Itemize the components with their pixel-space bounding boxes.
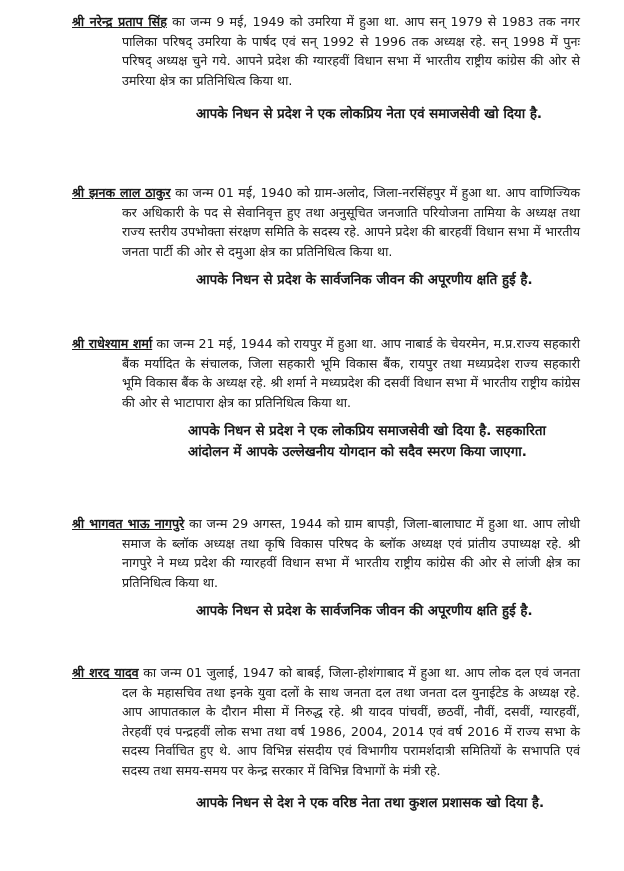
obituary-text: का जन्म 9 मई, 1949 को उमरिया में हुआ था. आप सन् 1979 से 1983 तक नगर पालिका परिषद् उमरिया के पार्षद एवं सन् 1992 से 1996 तक अध्यक्ष रहे. सन् 1998 में पुनः परिषद् अध्यक्ष चुने गये. आपने प्रदेश की ग्यारहवीं विधान सभा में भारतीय राष्ट्रीय कांग्रेस की ओर से उमरिया क्षेत्र का प्रतिनिधित्व किया था. bbox=[122, 14, 580, 88]
condolence-line: आपके निधन से प्रदेश ने एक लोकप्रिय नेता एवं समाजसेवी खो दिया है. bbox=[196, 107, 543, 123]
obituary-text: का जन्म 29 अगस्त, 1944 को ग्राम बापड़ी, जिला-बालाघाट में हुआ था. आप लोधी समाज के ब्लॉक अध्यक्ष तथा कृषि विकास परिषद के ब्लॉक अध्यक्ष एवं प्रांतीय उपाध्यक्ष रहे. श्री नागपुरे ने मध्य प्रदेश की ग्यारहवीं विधान सभा में भारतीय राष्ट्रीय कांग्रेस की ओर से लांजी क्षेत्र का प्रतिनिधित्व किया था. bbox=[122, 516, 580, 590]
obituary-entry bbox=[0, 334, 624, 463]
condolence-line: आपके निधन से प्रदेश के सार्वजनिक जीवन की अपूरणीय क्षति हुई है. bbox=[196, 604, 533, 620]
obituary-entry bbox=[0, 663, 624, 814]
person-name: श्री नरेन्द्र प्रताप सिंह bbox=[72, 14, 167, 29]
obituary-paragraph bbox=[0, 183, 624, 261]
person-name: श्री शरद यादव bbox=[72, 665, 139, 680]
obituary-text: का जन्म 01 जुलाई, 1947 को बाबई, जिला-होशंगाबाद में हुआ था. आप लोक दल एवं जनता दल के महासचिव तथा इनके युवा दलों के साथ जनता दल तथा जनता दल युनाईटेड के अध्यक्ष रहे. आप आपातकाल के दौरान मीसा में निरुद्ध रहे. श्री यादव पांचवीं, छठवीं, नौवीं, दसवीं, ग्यारहवीं, तेरहवीं एवं पन्द्रहवीं लोक सभा तथा वर्ष 1986, 2004, 2014 एवं वर्ष 2016 में राज्य सभा के सदस्य निर्वाचित हुए थे. आप विभिन्न संसदीय एवं विभागीय परामर्शदात्री समितियों के सभापति एवं सदस्य तथा समय-समय पर केन्द्र सरकार में विभिन्न विभागों के मंत्री रहे. bbox=[122, 665, 581, 778]
obituary-entry bbox=[0, 183, 624, 291]
obituary-entry bbox=[0, 12, 624, 125]
obituary-paragraph bbox=[0, 514, 624, 592]
obituary-entry bbox=[0, 514, 624, 622]
person-name: श्री झनक लाल ठाकुर bbox=[72, 185, 171, 200]
condolence-line: आपके निधन से प्रदेश के सार्वजनिक जीवन की अपूरणीय क्षति हुई है. bbox=[196, 273, 533, 289]
condolence-line: आपके निधन से प्रदेश ने एक लोकप्रिय समाजसेवी खो दिया है. सहकारिता आंदोलन में आपके उल्लेखनीय योगदान को सदैव स्मरण किया जाएगा. bbox=[188, 424, 546, 461]
obituary-text: का जन्म 01 मई, 1940 को ग्राम-अलोद, जिला-नरसिंहपुर में हुआ था. आप वाणिज्यिक कर अधिकारी के पद से सेवानिवृत्त हुए तथा अनुसूचित जनजाति परियोजना तामिया के अध्यक्ष तथा राज्य स्तरीय उपभोक्ता संरक्षण समिति के सदस्य रहे. आपने प्रदेश की बारहवीं विधान सभा में भारतीय जनता पार्टी की ओर से दमुआ क्षेत्र का प्रतिनिधित्व किया था. bbox=[122, 185, 580, 259]
obituary-text: का जन्म 21 मई, 1944 को रायपुर में हुआ था. आप नाबार्ड के चेयरमेन, म.प्र.राज्य सहकारी बैंक मर्यादित के संचालक, जिला सहकारी भूमि विकास बैंक, रायपुर तथा मध्यप्रदेश राज्य सहकारी भूमि विकास बैंक के अध्यक्ष रहे. श्री शर्मा ने मध्यप्रदेश की दसवीं विधान सभा में भारतीय राष्ट्रीय कांग्रेस की ओर से भाटापारा क्षेत्र का प्रतिनिधित्व किया था. bbox=[122, 336, 580, 410]
condolence-line: आपके निधन से देश ने एक वरिष्ठ नेता तथा कुशल प्रशासक खो दिया है. bbox=[196, 795, 545, 811]
obituary-paragraph bbox=[0, 663, 624, 781]
person-name: श्री भागवत भाऊ नागपुरे bbox=[72, 516, 185, 531]
obituary-paragraph bbox=[0, 12, 624, 90]
obituary-paragraph bbox=[0, 334, 624, 412]
person-name: श्री राधेश्याम शर्मा bbox=[72, 336, 153, 351]
